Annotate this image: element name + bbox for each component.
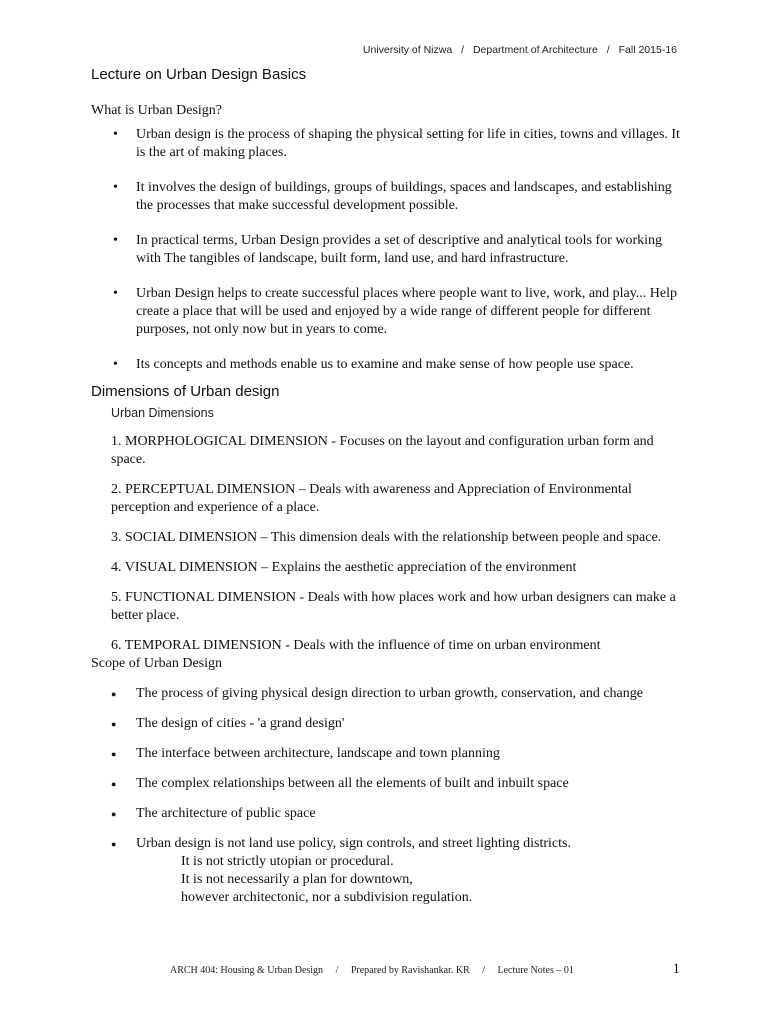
scope-subline: It is not strictly utopian or procedural. <box>181 854 394 869</box>
intro-question: What is Urban Design? <box>91 103 223 118</box>
scope-bullet: ● The design of cities - 'a grand design' <box>91 715 681 733</box>
footer-separator: / <box>335 965 339 976</box>
intro-bullet: • It involves the design of buildings, groups of buildings, spaces and landscapes, and establishing the processes that make successful development possible. <box>91 179 681 215</box>
intro-bullet-list <box>91 126 681 374</box>
scope-subline: It is not necessarily a plan for downtown, <box>181 872 413 887</box>
dimension-item: 2. PERCEPTUAL DIMENSION – Deals with awareness and Appreciation of Environmental perception and experience of a place. <box>111 482 632 515</box>
dimension-item: 3. SOCIAL DIMENSION – This dimension deals with the relationship between people and space. <box>111 530 662 545</box>
page-number: 1 <box>672 961 680 977</box>
dimensions-heading: Dimensions of Urban design <box>91 383 280 400</box>
dimension-item: 5. FUNCTIONAL DIMENSION - Deals with how places work and how urban designers can make a better place. <box>111 590 676 623</box>
intro-bullet: • Urban design is the process of shaping the physical setting for life in cities, towns and villages. It is the art of making places. <box>91 126 681 162</box>
dimension-item: 4. VISUAL DIMENSION – Explains the aesthetic appreciation of the environment <box>111 560 577 575</box>
scope-bullet-list <box>91 685 681 853</box>
scope-bullet: ● The architecture of public space <box>91 805 681 823</box>
footer-prepared: Prepared by Ravishankar. KR <box>350 965 470 976</box>
scope-heading: Scope of Urban Design <box>91 656 223 671</box>
intro-bullet: • Urban Design helps to create successful places where people want to live, work, and play... Help create a place that will be used and enjoyed by a wide range of different people for different purposes, not only now but in years to come. <box>91 285 681 339</box>
intro-bullet: • In practical terms, Urban Design provides a set of descriptive and analytical tools for working with The tangibles of landscape, built form, land use, and hard infrastructure. <box>91 232 681 268</box>
page-header <box>363 44 677 56</box>
page-footer <box>170 961 680 977</box>
scope-bullet: ● The interface between architecture, landscape and town planning <box>91 745 681 763</box>
footer-notes: Lecture Notes – 01 <box>497 965 574 976</box>
header-separator: / <box>461 44 465 56</box>
intro-bullet: • Its concepts and methods enable us to examine and make sense of how people use space. <box>91 356 681 374</box>
scope-bullet: ● Urban design is not land use policy, sign controls, and street lighting districts. <box>91 835 681 853</box>
header-university: University of Nizwa <box>362 44 453 56</box>
dimension-item: 1. MORPHOLOGICAL DIMENSION - Focuses on the layout and configuration urban form and space. <box>111 434 654 467</box>
scope-bullet: ● The process of giving physical design direction to urban growth, conservation, and change <box>91 685 681 703</box>
scope-subline: however architectonic, nor a subdivision regulation. <box>181 890 473 905</box>
header-department: Department of Architecture <box>472 44 598 56</box>
document-body <box>91 102 681 907</box>
dimension-item: 6. TEMPORAL DIMENSION - Deals with the influence of time on urban environment <box>111 638 601 653</box>
footer-course: ARCH 404: Housing & Urban Design <box>170 965 324 976</box>
page-title: Lecture on Urban Design Basics <box>91 66 307 83</box>
header-term: Fall 2015-16 <box>618 44 677 56</box>
dimensions-subheading: Urban Dimensions <box>111 406 214 420</box>
footer-separator: / <box>482 965 485 976</box>
header-separator: / <box>606 44 610 56</box>
scope-bullet: ● The complex relationships between all the elements of built and inbuilt space <box>91 775 681 793</box>
